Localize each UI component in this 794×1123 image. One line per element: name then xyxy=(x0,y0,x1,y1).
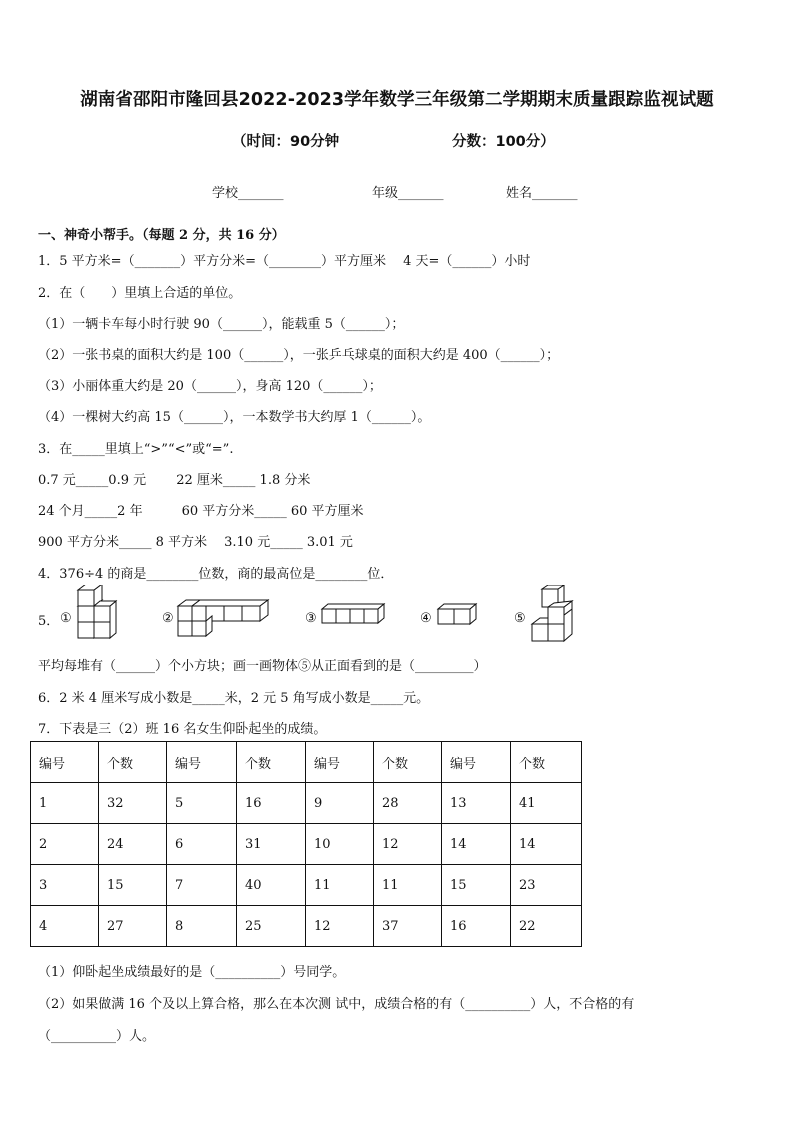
table-row xyxy=(31,906,582,947)
table-cell: 11 xyxy=(306,865,374,906)
table-cell: 5 xyxy=(167,783,237,824)
table-cell: 32 xyxy=(99,783,167,824)
table-header-cell: 个数 xyxy=(99,742,167,783)
figure-label-1: ① xyxy=(60,611,72,626)
table-cell: 31 xyxy=(237,824,306,865)
table-header-cell: 编号 xyxy=(167,742,237,783)
table-cell: 2 xyxy=(31,824,99,865)
cube-figure-3 xyxy=(305,604,384,626)
table-cell: 37 xyxy=(374,906,442,947)
figure-label-5: ⑤ xyxy=(514,611,526,626)
table-cell: 25 xyxy=(237,906,306,947)
question-2-4: （4）一棵树大约高 15（______），一本数学书大约厚 1（______）。 xyxy=(38,410,431,425)
table-cell: 10 xyxy=(306,824,374,865)
table-header-row xyxy=(31,742,582,783)
table-row xyxy=(31,865,582,906)
table-cell: 40 xyxy=(237,865,306,906)
table-cell: 16 xyxy=(237,783,306,824)
question-7: 7．下表是三（2）班 16 名女生仰卧起坐的成绩。 xyxy=(38,722,327,737)
table-row xyxy=(31,824,582,865)
table-cell: 15 xyxy=(99,865,167,906)
table-header-cell: 个数 xyxy=(511,742,582,783)
table-cell: 1 xyxy=(31,783,99,824)
grade-field: 年级_______ xyxy=(372,186,444,201)
cube-figure-4 xyxy=(420,604,476,626)
table-row xyxy=(31,783,582,824)
table-cell: 7 xyxy=(167,865,237,906)
cube-figure-5 xyxy=(514,585,572,641)
table-cell: 23 xyxy=(511,865,582,906)
table-cell: 22 xyxy=(511,906,582,947)
table-cell: 14 xyxy=(442,824,511,865)
table-header-cell: 个数 xyxy=(374,742,442,783)
question-5-label: 5． xyxy=(38,614,60,629)
page-title: 湖南省邵阳市隆回县2022-2023学年数学三年级第二学期期末质量跟踪监视试题 xyxy=(80,90,714,110)
question-2-1: （1）一辆卡车每小时行驶 90（______），能载重 5（______）； xyxy=(38,317,405,332)
table-cell: 12 xyxy=(374,824,442,865)
table-cell: 3 xyxy=(31,865,99,906)
table-header-cell: 编号 xyxy=(442,742,511,783)
question-4: 4．376÷4 的商是________位数，商的最高位是________位． xyxy=(38,567,394,582)
table-cell: 14 xyxy=(511,824,582,865)
table-cell: 24 xyxy=(99,824,167,865)
table-cell: 16 xyxy=(442,906,511,947)
table-cell: 6 xyxy=(167,824,237,865)
question-7-1: （1）仰卧起坐成绩最好的是（__________）号同学。 xyxy=(38,965,346,980)
name-field: 姓名_______ xyxy=(506,186,578,201)
school-field: 学校_______ xyxy=(212,186,284,201)
question-3-b: 24 个月_____2 年 60 平方分米_____ 60 平方厘米 xyxy=(38,504,364,519)
question-1: 1．5 平方米=（_______）平方分米=（________）平方厘米 4 天=（______）小时 xyxy=(38,254,531,269)
section-heading: 一、神奇小帮手。（每题 2 分，共 16 分） xyxy=(38,228,285,243)
question-3: 3．在_____里填上“>”“<”或“=”. xyxy=(38,442,234,457)
question-7-2: （2）如果做满 16 个及以上算合格，那么在本次测 试中，成绩合格的有（__________）人，不合格的有 xyxy=(38,997,635,1012)
exam-time: （时间：90分钟 xyxy=(232,134,340,150)
table-cell: 12 xyxy=(306,906,374,947)
question-7-2-continued: （__________）人。 xyxy=(38,1029,156,1044)
cube-figure-1 xyxy=(60,585,116,638)
cube-figures xyxy=(0,585,794,645)
figure-label-3: ③ xyxy=(305,611,317,626)
table-header-cell: 编号 xyxy=(306,742,374,783)
question-3-c: 900 平方分米_____ 8 平方米 3.10 元_____ 3.01 元 xyxy=(38,535,353,550)
score-table xyxy=(30,741,582,947)
figure-label-4: ④ xyxy=(420,611,432,626)
table-cell: 4 xyxy=(31,906,99,947)
table-cell: 41 xyxy=(511,783,582,824)
table-header-cell: 个数 xyxy=(237,742,306,783)
table-cell: 28 xyxy=(374,783,442,824)
table-cell: 27 xyxy=(99,906,167,947)
question-2-2: （2）一张书桌的面积大约是 100（______），一张乒乓球桌的面积大约是 400（______）； xyxy=(38,348,560,363)
table-cell: 9 xyxy=(306,783,374,824)
table-cell: 8 xyxy=(167,906,237,947)
figure-label-2: ② xyxy=(162,611,174,626)
table-cell: 13 xyxy=(442,783,511,824)
table-cell: 15 xyxy=(442,865,511,906)
question-5-text: 平均每堆有（______）个小方块；画一画物体⑤从正面看到的是（_________） xyxy=(38,659,487,674)
table-header-cell: 编号 xyxy=(31,742,99,783)
table-cell: 11 xyxy=(374,865,442,906)
question-6: 6．2 米 4 厘米写成小数是_____米，2 元 5 角写成小数是_____元。 xyxy=(38,691,430,706)
question-2-3: （3）小丽体重大约是 20（______），身高 120（______）； xyxy=(38,379,382,394)
question-3-a: 0.7 元_____0.9 元 22 厘米_____ 1.8 分米 xyxy=(38,473,311,488)
exam-score: 分数：100分） xyxy=(452,134,555,150)
cube-figure-2 xyxy=(162,600,268,636)
question-2: 2．在（ ）里填上合适的单位。 xyxy=(38,286,242,301)
